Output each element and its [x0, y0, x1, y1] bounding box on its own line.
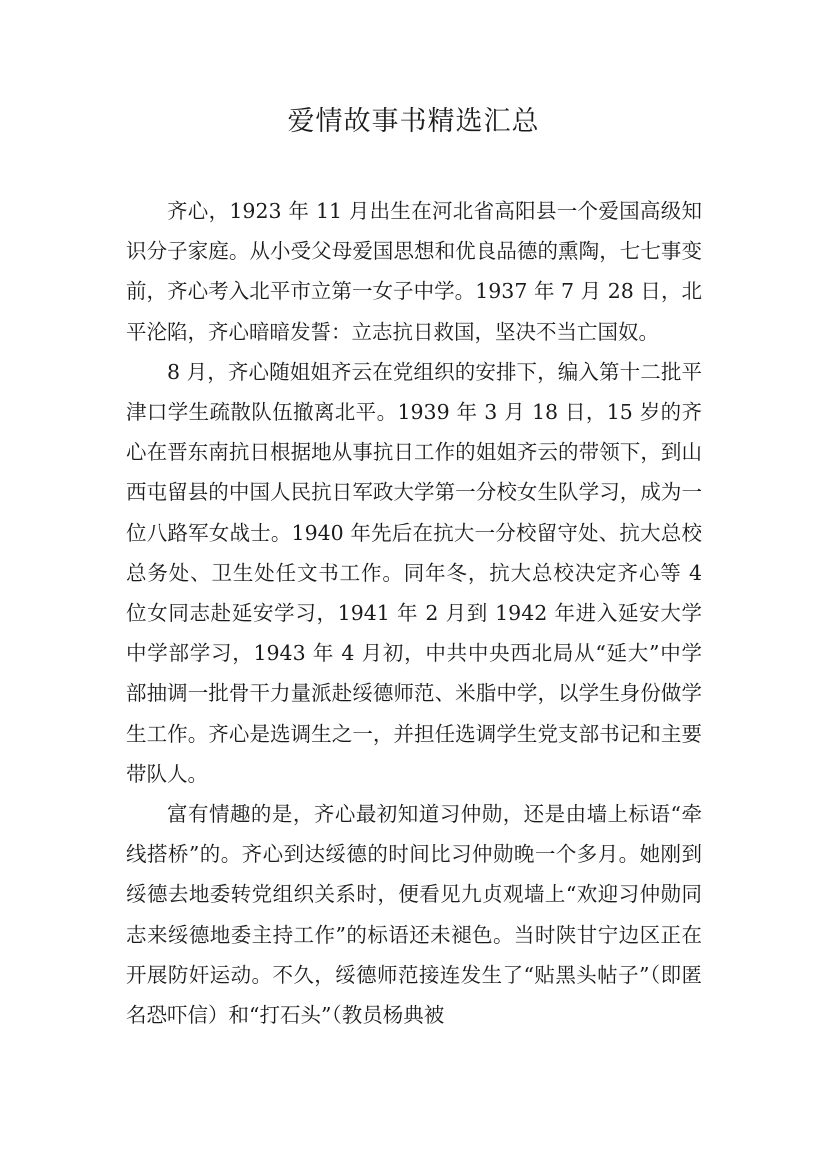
document-body [126, 191, 702, 1035]
paragraph-3: 富有情趣的是，齐心最初知道习仲勋，还是由墙上标语“牵线搭桥”的。齐心到达绥德的时间比习仲勋晚一个多月。她刚到绥德去地委转党组织关系时，便看见九贞观墙上“欢迎习仲勋同志来绥德地委主持工作”的标语还未褪色。当时陕甘宁边区正在开展防奸运动。不久，绥德师范接连发生了“贴黑头帖子”（即匿名恐吓信）和“打石头”（教员杨典被 [126, 802, 702, 1028]
paragraph-1: 齐心，1923 年 11 月出生在河北省高阳县一个爱国高级知识分子家庭。从小受父母爱国思想和优良品德的熏陶，七七事变前，齐心考入北平市立第一女子中学。1937 年 7 月 28 日，北平沦陷，齐心暗暗发誓：立志抗日救国，坚决不当亡国奴。 [126, 199, 702, 344]
paragraph-2: 8 月，齐心随姐姐齐云在党组织的安排下，编入第十二批平津口学生疏散队伍撤离北平。1939 年 3 月 18 日，15 岁的齐心在晋东南抗日根据地从事抗日工作的姐姐齐云的带领下，到山西屯留县的中国人民抗日军政大学第一分校女生队学习，成为一位八路军女战士。1940 年先后在抗大一分校留守处、抗大总校总务处、卫生处任文书工作。同年冬，抗大总校决定齐心等 4 位女同志赴延安学习，1941 年 2 月到 1942 年进入延安大学中学部学习，1943 年 4 月初，中共中央西北局从“延大”中学部抽调一批骨干力量派赴绥德师范、米脂中学，以学生身份做学生工作。齐心是选调生之一，并担任选调学生党支部书记和主要带队人。 [126, 359, 702, 786]
document-title: 爱情故事书精选汇总 [287, 106, 540, 137]
